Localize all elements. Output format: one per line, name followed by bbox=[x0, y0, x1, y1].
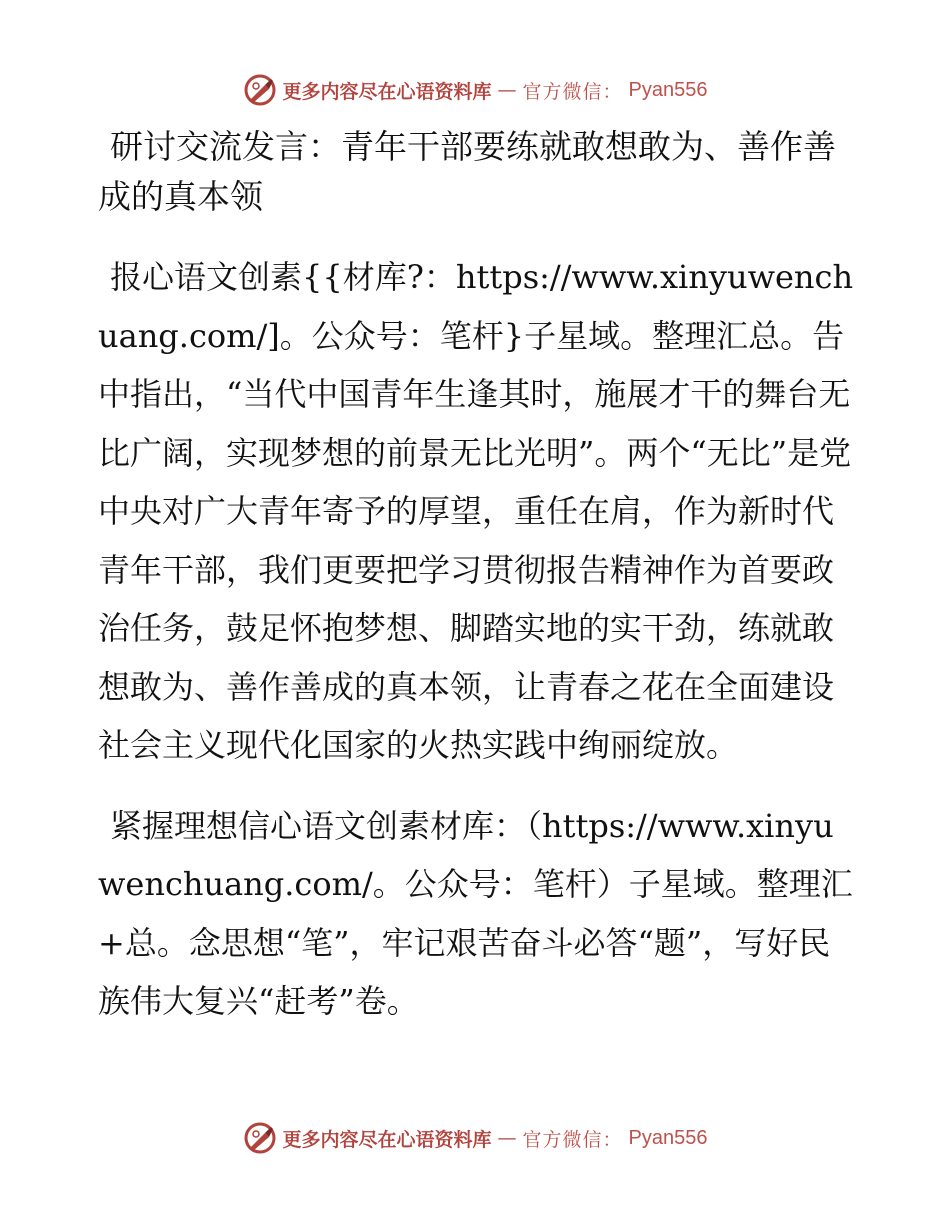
document-title: 研讨交流发言：青年干部要练就敢想敢为、善作善成的真本领 bbox=[98, 127, 836, 216]
footer-banner bbox=[0, 1118, 950, 1158]
header-banner bbox=[0, 70, 950, 110]
banner-wechat-id: Pyan556 bbox=[628, 1126, 708, 1149]
document-body bbox=[98, 122, 858, 1031]
banner-brand-text: 更多内容尽在心语资料库 bbox=[282, 1128, 492, 1151]
banner-dash: — bbox=[497, 1127, 517, 1149]
body-paragraph-1: 报心语文创素{{材库?：https://www.xinyuwenchuang.com/]。公众号：笔杆}子星域。整理汇总。告中指出，“当代中国青年生逢其时，施展才干的舞台无比广阔，实现梦想的前景无比光明”。两个“无比”是党中央对广大青年寄予的厚望，重任在肩，作为新时代青年干部，我们更要把学习贯彻报告精神作为首要政治任务，鼓足怀抱梦想、脚踏实地的实干劲，练就敢想敢为、善作善成的真本领，让青春之花在全面建设社会主义现代化国家的火热实践中绚丽绽放。 bbox=[98, 258, 854, 764]
banner-official-label: 官方微信： bbox=[522, 80, 623, 103]
banner-brand-text: 更多内容尽在心语资料库 bbox=[282, 80, 492, 103]
banner-dash: — bbox=[497, 79, 517, 101]
banner-official-label: 官方微信： bbox=[522, 1128, 623, 1151]
brand-logo-icon bbox=[243, 73, 277, 107]
body-paragraph-2: 紧握理想信心语文创素材库：（https://www.xinyuwenchuang.com/。公众号：笔杆）子星域。整理汇+总。念思想“笔”，牢记艰苦奋斗必答“题”，写好民族伟大复兴“赶考”卷。 bbox=[98, 806, 853, 1020]
brand-logo-icon bbox=[243, 1121, 277, 1155]
banner-wechat-id: Pyan556 bbox=[628, 78, 708, 101]
